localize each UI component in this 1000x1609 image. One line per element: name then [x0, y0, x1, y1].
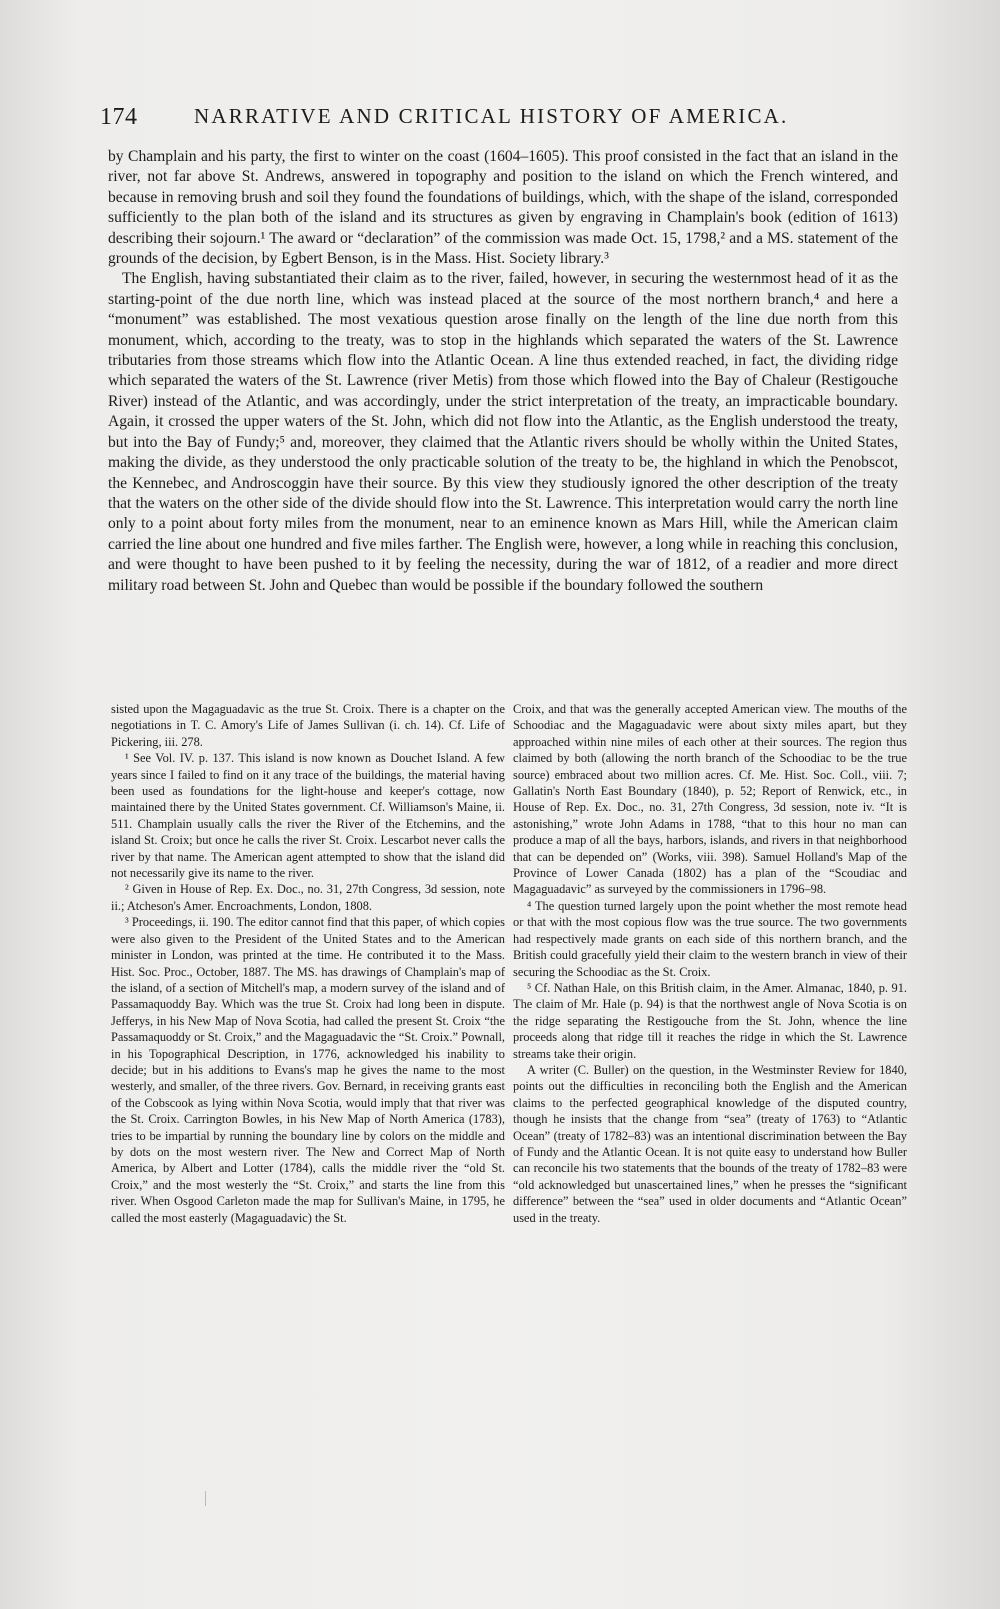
- footnote-3: ³ Proceedings, ii. 190. The editor cannot find that this paper, of which copies were also given to the President of the United States and to the American minister in London, was printed at the time. He contributed it to the Mass. Hist. Soc. Proc., October, 1887. The MS. has drawings of Champlain's map of the island, of a section of Mitchell's map, a modern survey of the island and of Passamaquoddy Bay. Which was the true St. Croix had long been in dispute. Jefferys, in his New Map of Nova Scotia, had called the present St. Croix “the Passamaquoddy or St. Croix,” and the Magaguadavic the “St. Croix.” Pownall, in his Topographical Description, in 1776, acknowledged his inability to decide; but in his additions to Evans's map he gives the name to the most westerly, and smaller, of the three rivers. Gov. Bernard, in receiving grants east of the Cobscook as lying within Nova Scotia, would imply that that river was the St. Croix. Carrington Bowles, in his New Map of North America (1783), tries to be impartial by running the boundary line by colors on the middle and by dots on the most western river. The New and Correct Map of North America, by Albert and Lotter (1784), calls the middle river the “old St. Croix,” and the most westerly the “St. Croix,” and starts the line from this river. When Osgood Carleton made the map for Sullivan's Maine, in 1795, he called the most easterly (Magaguadavic) the St.: [111, 915, 505, 1225]
- footnote-4: ⁴ The question turned largely upon the point whether the most remote head or that with the most copious flow was the true source. The two governments had respectively made grants on each side of this northern branch, and the British could gracefully yield their claim to the western branch in view of their securing the Schoodiac as the St. Croix.: [513, 898, 907, 979]
- footnote-continuation: sisted upon the Magaguadavic as the true St. Croix. There is a chapter on the negotiations in T. C. Amory's Life of James Sullivan (i. ch. 14). Cf. Life of Pickering, iii. 278.: [111, 702, 505, 749]
- footnotes-right-column: [513, 701, 907, 1226]
- running-title: NARRATIVE AND CRITICAL HISTORY OF AMERICA.: [194, 104, 789, 128]
- main-paragraph: The English, having substantiated their claim as to the river, failed, however, in securing the westernmost head of it as the starting-point of the due north line, which was instead placed at the source of the most northern branch,⁴ and here a “monument” was established. The most vexatious question arose finally on the length of the line due north from this monument, which, according to the treaty, was to stop in the highlands which separated the waters of the St. Lawrence tributaries from those streams which flow into the Atlantic Ocean. A line thus extended reached, in fact, the dividing ridge which separated the waters of the St. Lawrence (river Metis) from those which flowed into the Bay of Chaleur (Restigouche River) instead of the Atlantic, and was accordingly, under the strict interpretation of the treaty, an impracticable boundary. Again, it crossed the upper waters of the St. John, which did not flow into the Atlantic, as the English understood the treaty, but into the Bay of Fundy;⁵ and, moreover, they claimed that the Atlantic rivers should be wholly within the United States, making the divide, as they understood the only practicable solution of the treaty to be, the highland in which the Penobscot, the Kennebec, and Androscoggin have their source. By this view they studiously ignored the other description of the treaty that the waters on the other side of the divide should flow into the St. Lawrence. This interpretation would carry the north line only to a point about forty miles from the monument, near to an eminence known as Mars Hill, while the American claim carried the line about one hundred and five miles farther. The English were, however, a long while in reaching this conclusion, and were thought to have been pushed to it by feeling the necessity, during the war of 1812, of a readier and more direct military road between St. John and Quebec than would be possible if the boundary followed the southern: [108, 270, 898, 594]
- page-number: 174: [100, 104, 138, 130]
- footnotes-left-column: [111, 701, 505, 1226]
- main-text: [108, 147, 898, 596]
- footnote-continuation: Croix, and that was the generally accepted American view. The mouths of the Schoodiac and the Magaguadavic were about sixty miles apart, but they approached within nine miles of each other at their sources. The region thus claimed by both (allowing the north branch of the Schoodiac to be the true source) embraced about two million acres. Cf. Me. Hist. Soc. Coll., viii. 7; Gallatin's North East Boundary (1840), p. 52; Report of Renwick, etc., in House of Rep. Ex. Doc., no. 31, 27th Congress, 3d session, note iv. “It is astonishing,” wrote John Adams in 1788, “that to this hour no man can produce a map of all the bays, harbors, islands, and rivers in that neighborhood that can be depended on” (Works, viii. 398). Samuel Holland's Map of the Province of Lower Canada (1802) has a plan of the “Scoudiac and Magaguadavic” as surveyed by the commissioners in 1796–98.: [513, 702, 907, 897]
- main-paragraph: by Champlain and his party, the first to winter on the coast (1604–1605). This proof consisted in the fact that an island in the river, not far above St. Andrews, answered in topography and position to the island on which the French wintered, and because in removing brush and soil they found the foundations of buildings, which, with the shape of the island, corresponded sufficiently to the plan both of the island and its structures as given by engraving in Champlain's book (edition of 1613) describing their sojourn.¹ The award or “declaration” of the commission was made Oct. 15, 1798,² and a MS. statement of the grounds of the decision, by Egbert Benson, is in the Mass. Hist. Society library.³: [108, 148, 898, 268]
- footnote-2: ² Given in House of Rep. Ex. Doc., no. 31, 27th Congress, 3d session, note ii.; Atcheson's Amer. Encroachments, London, 1808.: [111, 882, 505, 913]
- footnote-paragraph: A writer (C. Buller) on the question, in the Westminster Review for 1840, points out the difficulties in reconciling both the English and the American claims to the perfected geographical knowledge of the disputed country, though he insists that the change from “sea” (treaty of 1763) to “Atlantic Ocean” (treaty of 1782–83) was an intentional discrimination between the Bay of Fundy and the Atlantic Ocean. It is not quite easy to understand how Buller can reconcile his two statements that the bounds of the treaty of 1782–83 were “old acknowledged but unascertained lines,” when he presses the “significant difference” between the “sea” used in older documents and “Atlantic Ocean” used in the treaty.: [513, 1062, 907, 1225]
- page-header: [100, 100, 900, 140]
- print-mark: [205, 1491, 206, 1506]
- footnote-5: ⁵ Cf. Nathan Hale, on this British claim, in the Amer. Almanac, 1840, p. 91. The claim of Mr. Hale (p. 94) is that the northwest angle of Nova Scotia is on the ridge separating the Restigouche from the St. John, whence the line proceeds along that ridge till it reaches the ridge in which the St. Lawrence streams take their origin.: [513, 980, 907, 1061]
- footnote-1: ¹ See Vol. IV. p. 137. This island is now known as Douchet Island. A few years since I failed to find on it any trace of the buildings, the material having been used as foundations for the light-house and keeper's cottage, now maintained there by the United States government. Cf. Williamson's Maine, ii. 511. Champlain usually calls the river the River of the Etchemins, and the island St. Croix; but once he calls the river St. Croix. Lescarbot never calls the river by that name. The American agent attempted to show that the island did not necessarily give its name to the river.: [111, 751, 505, 881]
